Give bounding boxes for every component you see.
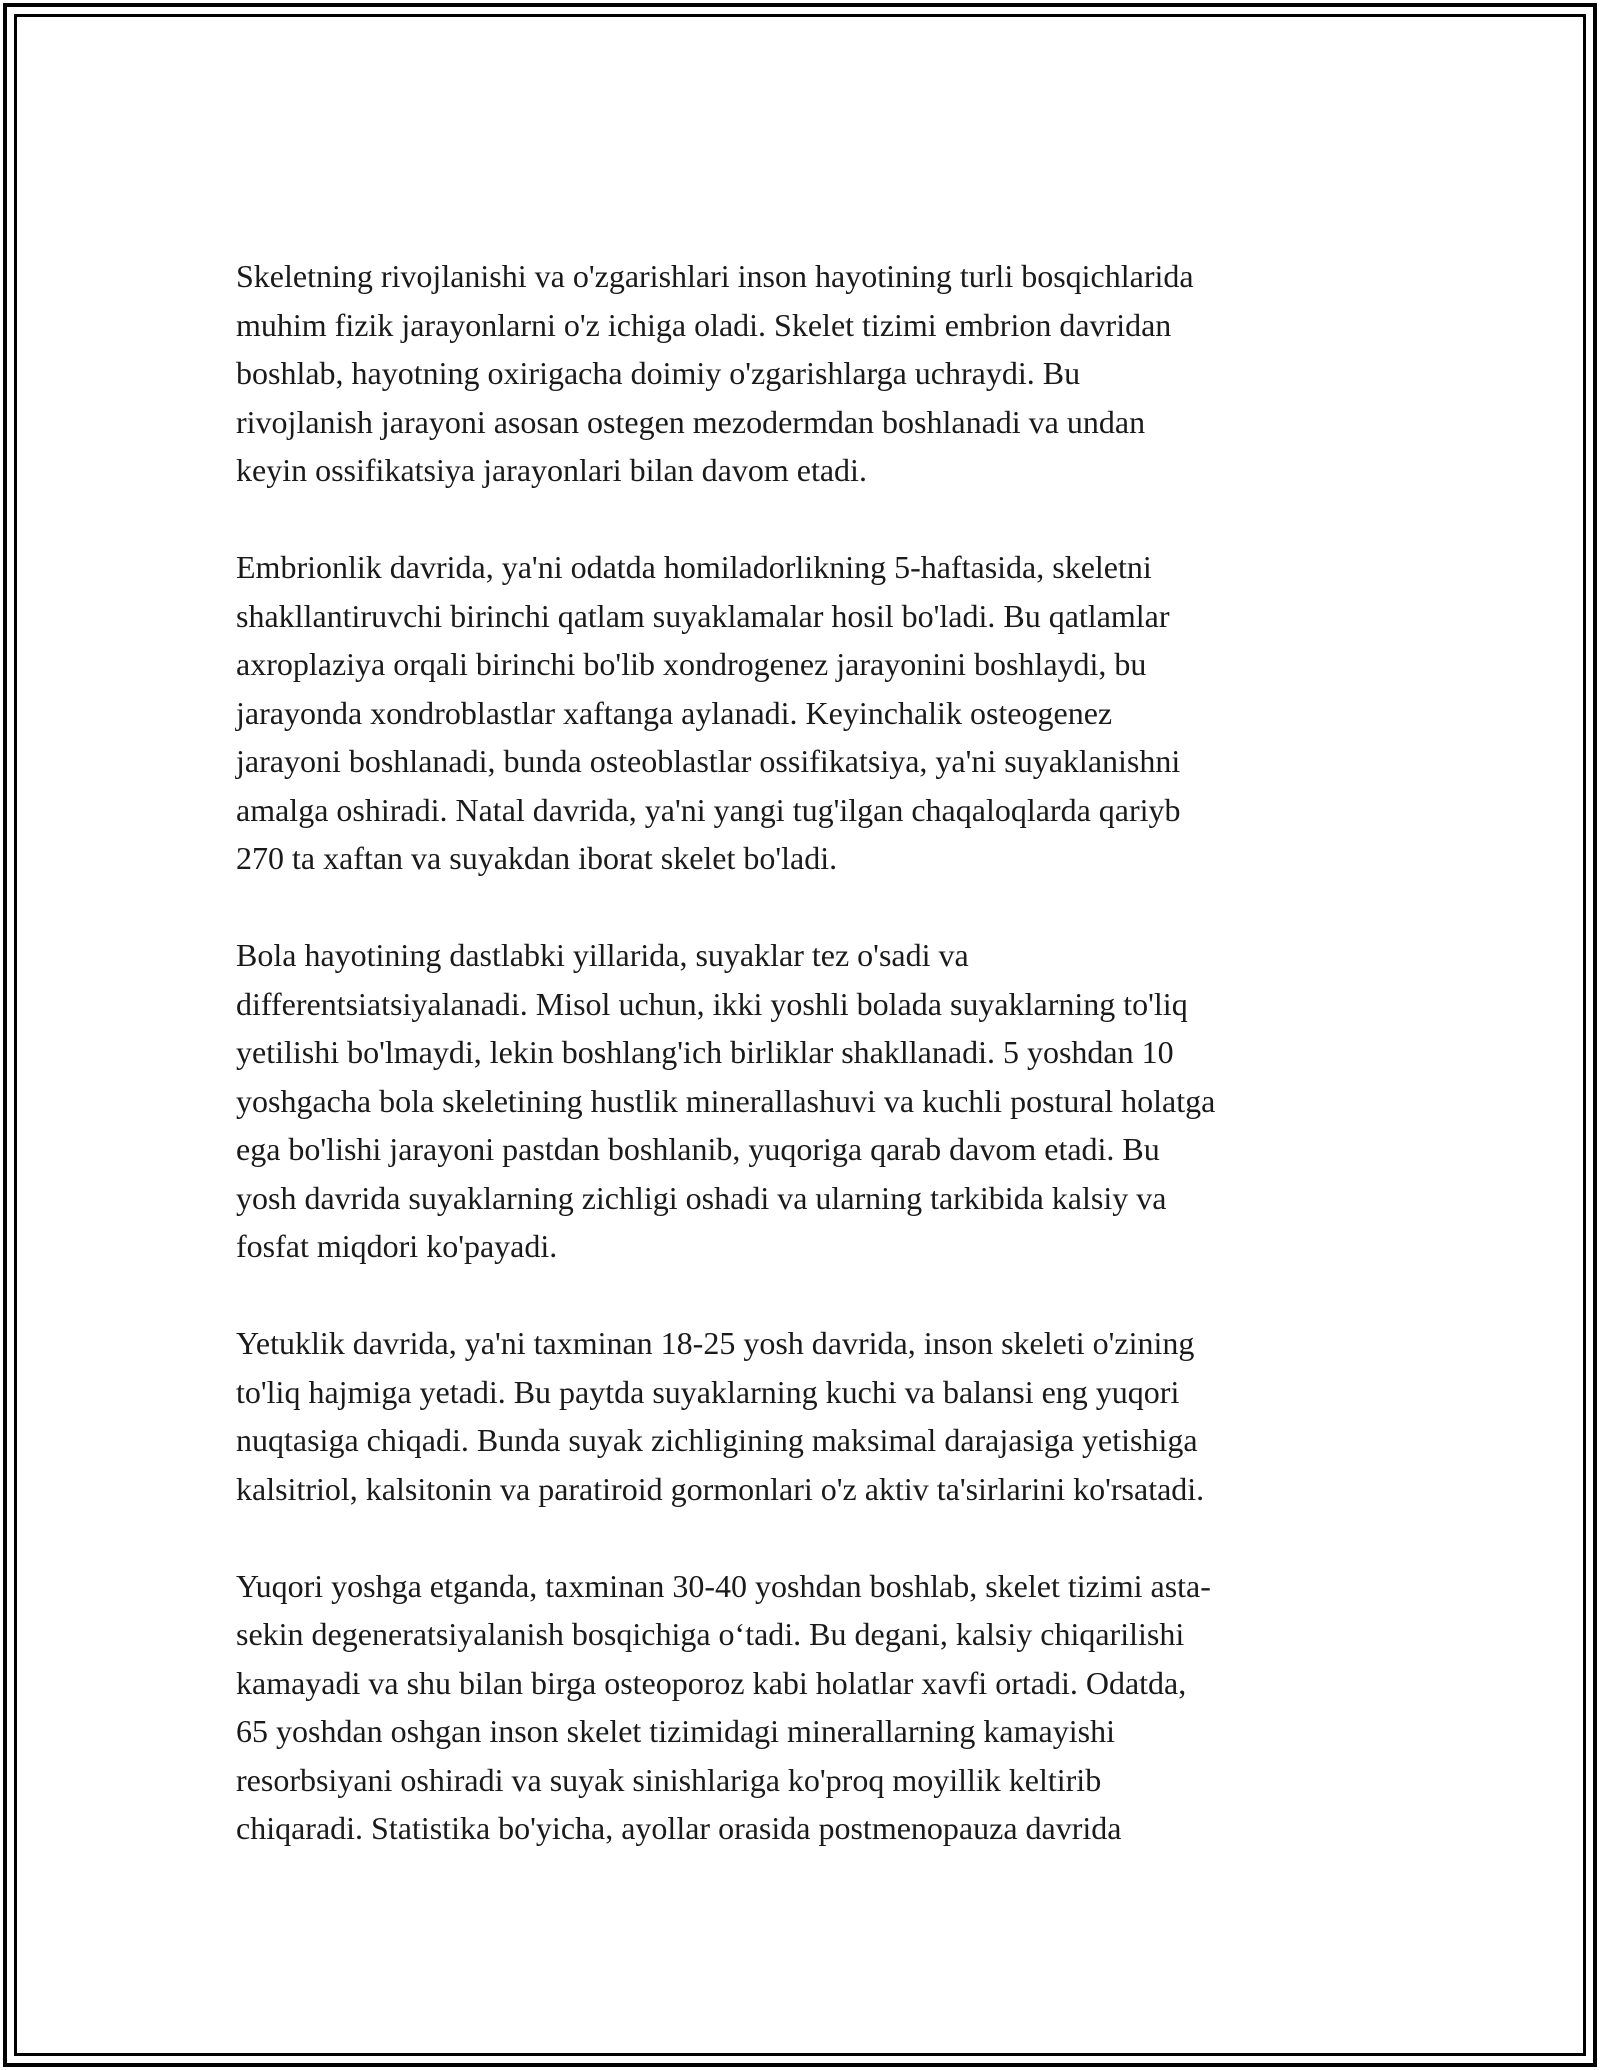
paragraph-2: Embrionlik davrida, ya'ni odatda homiladorlikning 5-haftasida, skeletni shakllantiruvchi birinchi qatlam suyaklamalar hosil bo'ladi. Bu qatlamlar axroplaziya orqali birinchi bo'lib xondrogenez jarayonini boshlaydi, bu jarayonda xondroblastlar xaftanga aylanadi. Keyinchalik osteogenez jarayoni boshlanadi, bunda osteoblastlar ossifikatsiya, ya'ni suyaklanishni amalga oshiradi. Natal davrida, ya'ni yangi tug'ilgan chaqaloqlarda qariyb 270 ta xaftan va suyakdan iborat skelet bo'ladi. [236, 549, 1181, 876]
paragraph-5: Yuqori yoshga etganda, taxminan 30-40 yoshdan boshlab, skelet tizimi asta- sekin degeneratsiyalanish bosqichiga o‘tadi. Bu degani, kalsiy chiqarilishi kamayadi va shu bilan birga osteoporoz kabi holatlar xavfi ortadi. Odatda, 65 yoshdan oshgan inson skelet tizimidagi minerallarning kamayishi resorbsiyani oshiradi va suyak sinishlariga ko'proq moyillik keltirib chiqaradi. Statistika bo'yicha, ayollar orasida postmenopauza davrida [236, 1567, 1211, 1846]
paragraph-4: Yetuklik davrida, ya'ni taxminan 18-25 yosh davrida, inson skeleti o'zining to'liq hajmiga yetadi. Bu paytda suyaklarning kuchi va balansi eng yuqori nuqtasiga chiqadi. Bunda suyak zichligining maksimal darajasiga yetishiga kalsitriol, kalsitonin va paratiroid gormonlari o'z aktiv ta'sirlarini ko'rsatadi. [236, 1325, 1205, 1507]
paragraph-1: Skeletning rivojlanishi va o'zgarishlari inson hayotining turli bosqichlarida muhim fizik jarayonlarni o'z ichiga oladi. Skelet tizimi embrion davridan boshlab, hayotning oxirigacha doimiy o'zgarishlarga uchraydi. Bu rivojlanish jarayoni asosan ostegen mezodermdan boshlanadi va undan keyin ossifikatsiya jarayonlari bilan davom etadi. [236, 258, 1194, 488]
document-body [236, 252, 1366, 1901]
paragraph-3: Bola hayotining dastlabki yillarida, suyaklar tez o'sadi va differentsiatsiyalanadi. Misol uchun, ikki yoshli bolada suyaklarning to'liq yetilishi bo'lmaydi, lekin boshlang'ich birliklar shakllanadi. 5 yoshdan 10 yoshgacha bola skeletining hustlik minerallashuvi va kuchli postural holatga ega bo'lishi jarayoni pastdan boshlanib, yuqoriga qarab davom etadi. Bu yosh davrida suyaklarning zichligi oshadi va ularning tarkibida kalsiy va fosfat miqdori ko'payadi. [236, 937, 1216, 1264]
